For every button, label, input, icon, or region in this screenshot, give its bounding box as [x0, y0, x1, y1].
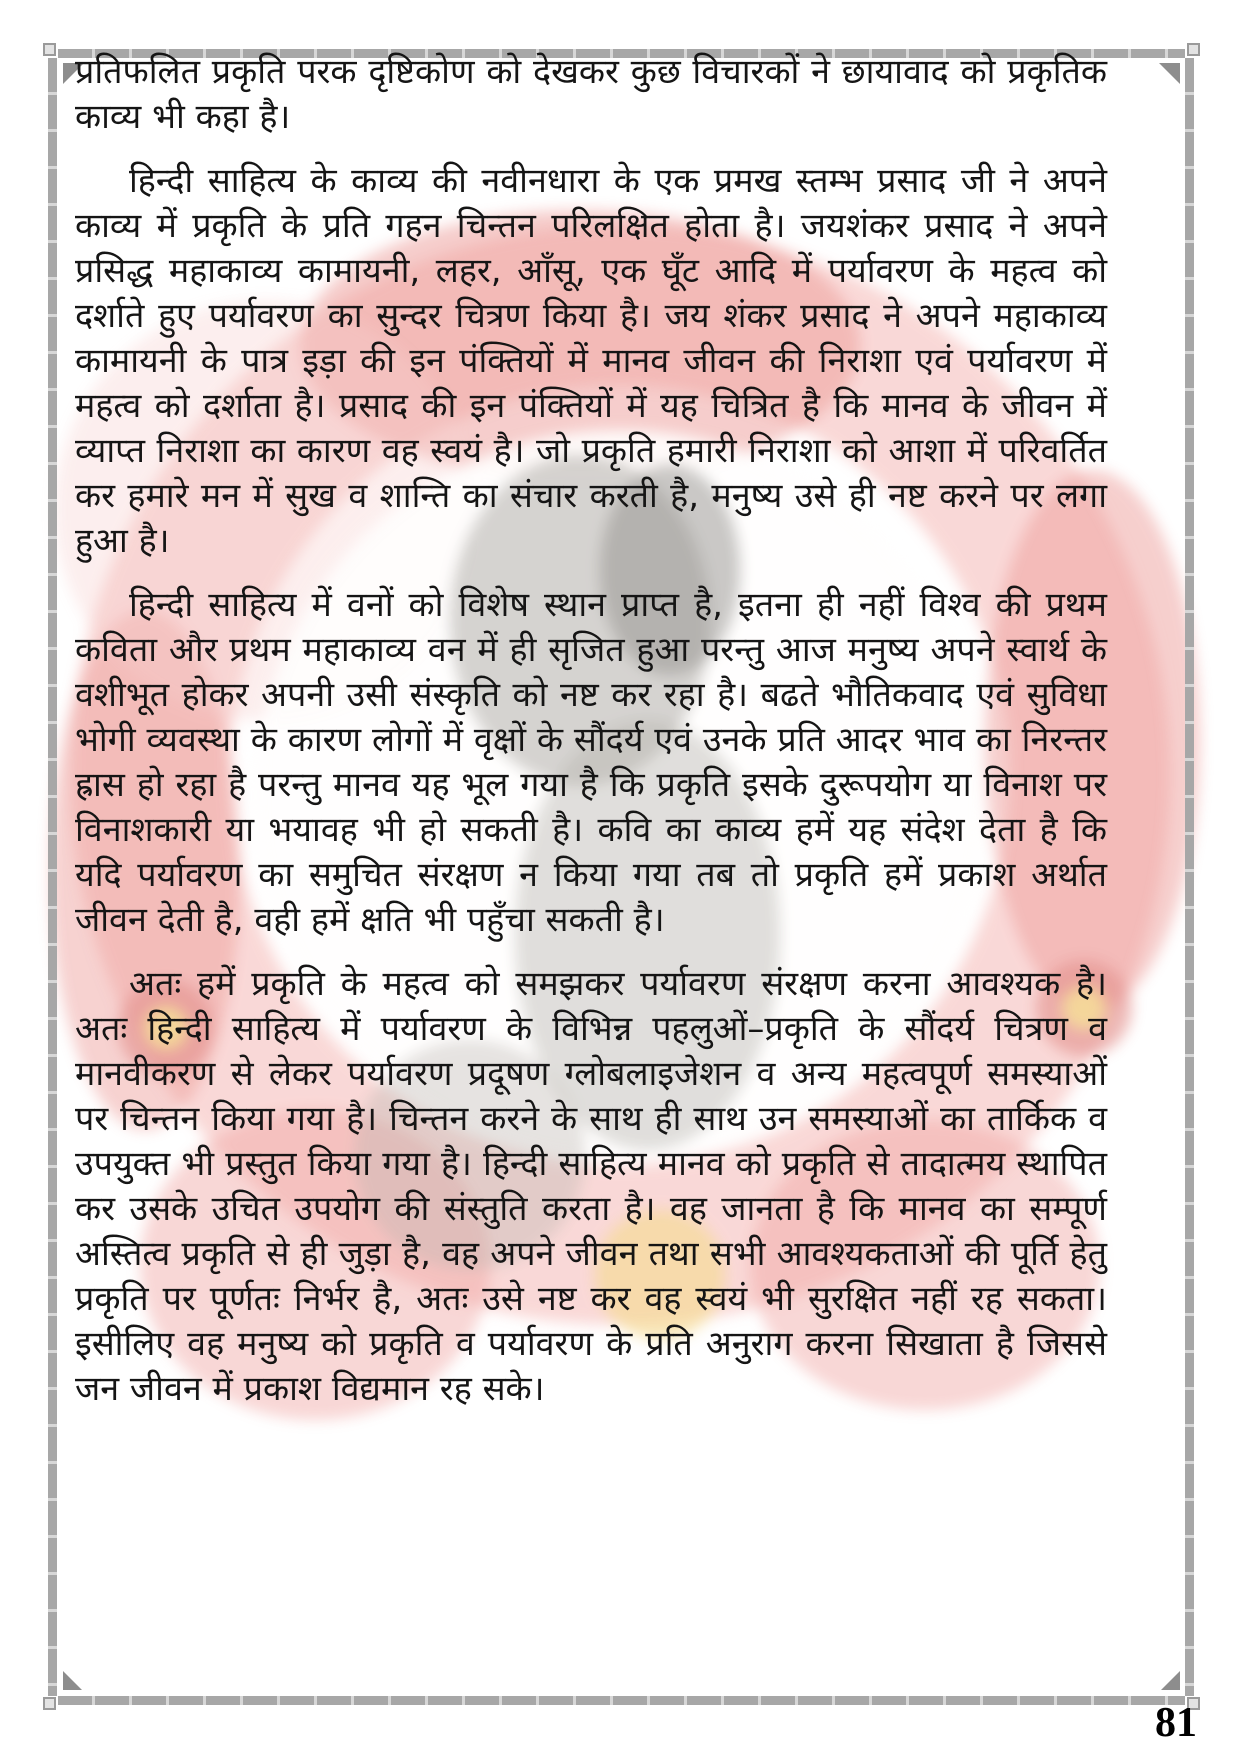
border-left — [48, 58, 57, 1696]
border-corner-triangle — [1161, 1671, 1180, 1690]
paragraph-continuation: प्रतिफलित प्रकृति परक दृष्टिकोण को देखकर कुछ विचारकों ने छायावाद को प्रकृतिक काव्य भी कहा है। — [75, 52, 1107, 137]
border-corner-square — [43, 1697, 56, 1710]
border-right — [1185, 58, 1194, 1696]
border-corner-square — [1187, 43, 1200, 56]
border-bottom — [58, 1696, 1185, 1705]
page-text — [75, 50, 1107, 1412]
paragraph: हिन्दी साहित्य के काव्य की नवीनधारा के एक प्रमख स्तम्भ प्रसाद जी ने अपने काव्य में प्रकृति के प्रति गहन चिन्तन परिलक्षित होता है। जयशंकर प्रसाद ने अपने प्रसिद्ध महाकाव्य कामायनी, लहर, आँसू, एक घूँट आदि में पर्यावरण के महत्व को दर्शाते हुए पर्यावरण का सुन्दर चित्रण किया है। जय शंकर प्रसाद ने अपने महाकाव्य कामायनी के पात्र इड़ा की इन पंक्तियों में मानव जीवन की निराशा एवं पर्यावरण में महत्व को दर्शाता है। प्रसाद की इन पंक्तियों में यह चित्रित है कि मानव के जीवन में व्याप्त निराशा का कारण वह स्वयं है। जो प्रकृति हमारी निराशा को आशा में परिवर्तित कर हमारे मन में सुख व शान्ति का संचार करती है, मनुष्य उसे ही नष्ट करने पर लगा हुआ है। — [75, 161, 1107, 561]
border-corner-square — [43, 43, 56, 56]
border-corner-triangle — [1159, 63, 1180, 84]
border-corner-triangle — [63, 1671, 82, 1690]
paragraph: अतः हमें प्रकृति के महत्व को समझकर पर्यावरण संरक्षण करना आवश्यक है। अतः हिन्दी साहित्य में पर्यावरण के विभिन्न पहलुओं–प्रकृति के सौंदर्य चित्रण व मानवीकरण से लेकर पर्यावरण प्रदूषण ग्लोबलाइजेशन व अन्य महत्वपूर्ण समस्याओं पर चिन्तन किया गया है। चिन्तन करने के साथ ही साथ उन समस्याओं का तार्किक व उपयुक्त भी प्रस्तुत किया गया है। हिन्दी साहित्य मानव को प्रकृति से तादात्मय स्थापित कर उसके उचित उपयोग की संस्तुति करता है। वह जानता है कि मानव का सम्पूर्ण अस्तित्व प्रकृति से ही जुड़ा है, वह अपने जीवन तथा सभी आवश्यकताओं की पूर्ति हेतु प्रकृति पर पूर्णतः निर्भर है, अतः उसे नष्ट कर वह स्वयं भी सुरक्षित नहीं रह सकता। इसीलिए वह मनुष्य को प्रकृति व पर्यावरण के प्रति अनुराग करना सिखाता है जिससे जन जीवन में प्रकाश विद्यमान रह सके। — [75, 964, 1107, 1409]
paragraph: हिन्दी साहित्य में वनों को विशेष स्थान प्राप्त है, इतना ही नहीं विश्व की प्रथम कविता और प्रथम महाकाव्य वन में ही सृजित हुआ परन्तु आज मनुष्य अपने स्वार्थ के वशीभूत होकर अपनी उसी संस्कृति को नष्ट कर रहा है। बढते भौतिकवाद एवं सुविधा भोगी व्यवस्था के कारण लोगों में वृक्षों के सौंदर्य एवं उनके प्रति आदर भाव का निरन्तर ह्रास हो रहा है परन्तु मानव यह भूल गया है कि प्रकृति इसके दुरूपयोग या विनाश पर विनाशकारी या भयावह भी हो सकती है। कवि का काव्य हमें यह संदेश देता है कि यदि पर्यावरण का समुचित संरक्षण न किया गया तब तो प्रकृति हमें प्रकाश अर्थात जीवन देती है, वही हमें क्षति भी पहुँचा सकती है। — [75, 585, 1107, 940]
page-number: 81 — [1155, 1700, 1197, 1746]
